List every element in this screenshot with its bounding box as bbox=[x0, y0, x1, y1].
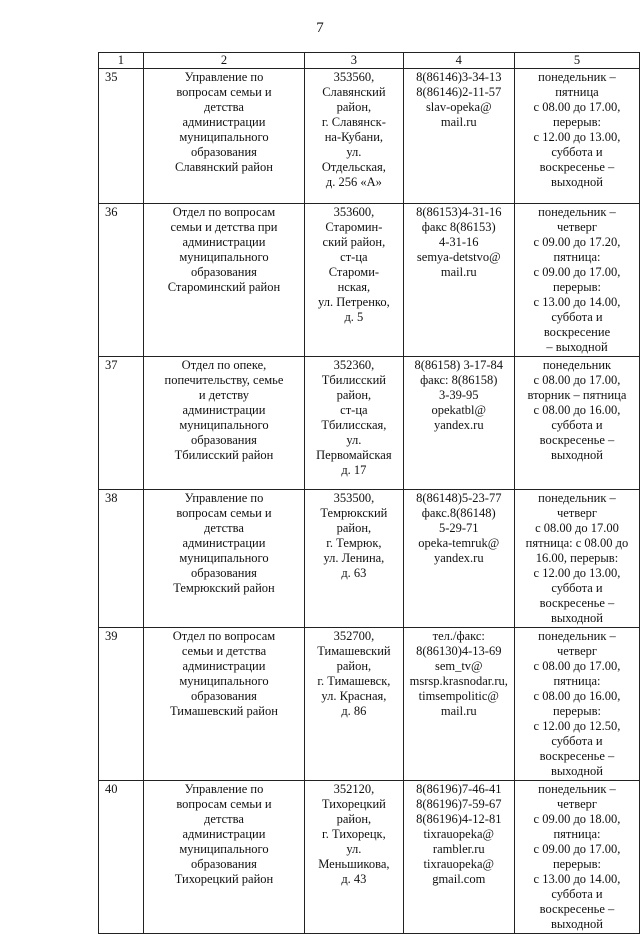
row-number: 35 bbox=[99, 69, 144, 204]
organization-name: Управление по вопросам семьи и детства администрации муниципального образования Славянский район bbox=[143, 69, 304, 204]
header-col-5: 5 bbox=[514, 53, 639, 69]
contacts: 8(86196)7-46-41 8(86196)7-59-67 8(86196)4-12-81 tixrauopeka@ rambler.ru tixrauopeka@ gmail.com bbox=[403, 781, 514, 934]
table-row bbox=[99, 204, 640, 357]
contacts: 8(86148)5-23-77 факс.8(86148) 5-29-71 opeka-temruk@ yandex.ru bbox=[403, 490, 514, 628]
working-hours: понедельник – четверг с 08.00 до 17.00 пятница: с 08.00 до 16.00, перерыв: с 12.00 до 13.00, суббота и воскресенье – выходной bbox=[514, 490, 639, 628]
header-col-4: 4 bbox=[403, 53, 514, 69]
organization-name: Отдел по вопросам семьи и детства при администрации муниципального образования Староминский район bbox=[143, 204, 304, 357]
contacts: 8(86158) 3-17-84 факс: 8(86158) 3-39-95 opekatbl@ yandex.ru bbox=[403, 357, 514, 490]
table-row bbox=[99, 69, 640, 204]
table-row bbox=[99, 357, 640, 490]
row-number: 38 bbox=[99, 490, 144, 628]
table-row bbox=[99, 781, 640, 934]
organization-name: Управление по вопросам семьи и детства администрации муниципального образования Тихорецкий район bbox=[143, 781, 304, 934]
organization-name: Отдел по опеке, попечительству, семье и детству администрации муниципального образования Тбилисский район bbox=[143, 357, 304, 490]
working-hours: понедельник – четверг с 08.00 до 17.00, пятница: с 08.00 до 16.00, перерыв: с 12.00 до 12.50, суббота и воскресенье – выходной bbox=[514, 628, 639, 781]
address: 353500, Темрюкский район, г. Темрюк, ул. Ленина, д. 63 bbox=[305, 490, 403, 628]
row-number: 36 bbox=[99, 204, 144, 357]
address: 352360, Тбилисский район, ст-ца Тбилисская, ул. Первомайская д. 17 bbox=[305, 357, 403, 490]
working-hours: понедельник с 08.00 до 17.00, вторник – пятница с 08.00 до 16.00, суббота и воскресенье – выходной bbox=[514, 357, 639, 490]
row-number: 39 bbox=[99, 628, 144, 781]
working-hours: понедельник – четверг с 09.00 до 18.00, пятница: с 09.00 до 17.00, перерыв: с 13.00 до 14.00, суббота и воскресенье – выходной bbox=[514, 781, 639, 934]
page-number: 7 bbox=[316, 20, 324, 36]
address: 353600, Старомин- ский район, ст-ца Староми- нская, ул. Петренко, д. 5 bbox=[305, 204, 403, 357]
header-col-2: 2 bbox=[143, 53, 304, 69]
header-col-3: 3 bbox=[305, 53, 403, 69]
table-header-row bbox=[99, 53, 640, 69]
organization-name: Управление по вопросам семьи и детства администрации муниципального образования Темрюкский район bbox=[143, 490, 304, 628]
row-number: 37 bbox=[99, 357, 144, 490]
organizations-table bbox=[98, 52, 640, 934]
table-row bbox=[99, 490, 640, 628]
row-number: 40 bbox=[99, 781, 144, 934]
address: 352120, Тихорецкий район, г. Тихорецк, ул. Меньшикова, д. 43 bbox=[305, 781, 403, 934]
working-hours: понедельник – четверг с 09.00 до 17.20, пятница: с 09.00 до 17.00, перерыв: с 13.00 до 14.00, суббота и воскресение – выходной bbox=[514, 204, 639, 357]
address: 353560, Славянский район, г. Славянск- на-Кубани, ул. Отдельская, д. 256 «А» bbox=[305, 69, 403, 204]
contacts: тел./факс: 8(86130)4-13-69 sem_tv@ msrsp.krasnodar.ru, timsempolitic@ mail.ru bbox=[403, 628, 514, 781]
header-col-1: 1 bbox=[99, 53, 144, 69]
contacts: 8(86146)3-34-13 8(86146)2-11-57 slav-opeka@ mail.ru bbox=[403, 69, 514, 204]
working-hours: понедельник – пятница с 08.00 до 17.00, перерыв: с 12.00 до 13.00, суббота и воскресенье – выходной bbox=[514, 69, 639, 204]
address: 352700, Тимашевский район, г. Тимашевск, ул. Красная, д. 86 bbox=[305, 628, 403, 781]
table-row bbox=[99, 628, 640, 781]
organization-name: Отдел по вопросам семьи и детства администрации муниципального образования Тимашевский район bbox=[143, 628, 304, 781]
contacts: 8(86153)4-31-16 факс 8(86153) 4-31-16 semya-detstvo@ mail.ru bbox=[403, 204, 514, 357]
